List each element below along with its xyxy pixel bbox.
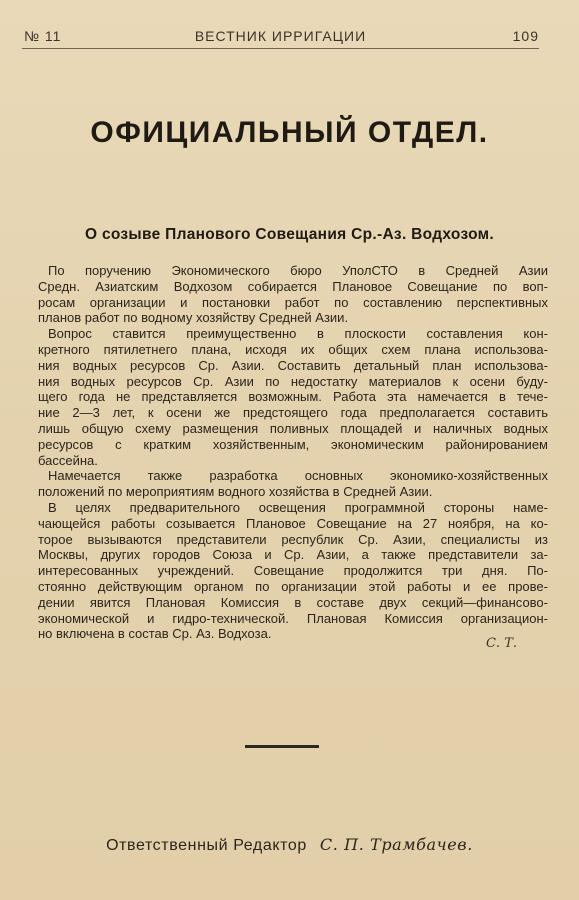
- paragraph: [38, 468, 548, 500]
- text-line: Вопрос ставится преимущественно в плоскости составления кон-: [48, 326, 548, 342]
- text-line: чающейся работы созывается Плановое Совещание на 27 ноября, на ко-: [38, 515, 548, 531]
- text-line: дении явится Плановая Комиссия в составе двух секций—финансово-: [38, 594, 548, 610]
- divider-rule: [245, 745, 319, 748]
- text-line: стоянно действующим органом по организации этой работы и ее прове-: [38, 578, 548, 594]
- issue-number: № 11: [24, 28, 62, 44]
- text-line: Москвы, других городов Союза и Ср. Азии, а также представители за-: [38, 547, 548, 563]
- running-header: [22, 26, 539, 49]
- article-body: [38, 263, 548, 642]
- editor-label: Ответственный Редактор: [106, 837, 307, 854]
- text-line: экономической и гидро-технической. Плановая Комиссия организацион-: [38, 610, 548, 626]
- paragraph: [38, 500, 548, 642]
- section-title: ОФИЦИАЛЬНЫЙ ОТДЕЛ.: [90, 116, 489, 149]
- text-line: торое вызываются представители республик Ср. Азии, специалисты из: [38, 531, 548, 547]
- paragraph: [38, 263, 548, 326]
- text-line: росам организации и постановки работ по составлению перспективных: [38, 294, 548, 310]
- editor-name: С. П. Трамбачев.: [319, 835, 473, 854]
- text-line: В целях предварительного освещения программной стороны наме-: [48, 499, 548, 515]
- text-line: щего года не представляется возможным. Работа эта намечается в тече-: [38, 389, 548, 405]
- text-line: ние 2—3 лет, к осени же предстоящего года предполагается составить: [38, 405, 548, 421]
- paragraph: [38, 326, 548, 468]
- text-line: Намечается также разработка основных экономико-хозяйственных: [48, 468, 548, 484]
- text-line: ния водных ресурсов Ср. Азии. Составить детальный план использова-: [38, 357, 548, 373]
- text-line: положений по мероприятиям водного хозяйства в Средней Азии.: [38, 484, 433, 500]
- text-line: кретного пятилетнего плана, исходя их общих схем плана использова-: [38, 341, 548, 357]
- journal-title: ВЕСТНИК ИРРИГАЦИИ: [194, 28, 367, 44]
- text-line: интересованных учреждений. Совещание продолжится три дня. По-: [38, 563, 548, 579]
- text-line: ресурсов с кратким хозяйственным, экономическим районированием: [38, 436, 548, 452]
- responsible-editor: [0, 835, 579, 855]
- author-signature: С. Т.: [485, 636, 517, 651]
- text-line: но включена в состав Ср. Аз. Водхоза.: [38, 626, 272, 642]
- text-line: бассейна.: [38, 452, 98, 468]
- article-title: О созыве Планового Совещания Ср.-Аз. Водхозом.: [84, 226, 495, 243]
- text-line: По поручению Экономического бюро УполСТО в Средней Азии: [48, 263, 548, 278]
- text-line: ния водных ресурсов Ср. Азии по недостатку материалов к осени буду-: [38, 373, 548, 389]
- text-line: лишь общую схему размещения поливных площадей и наличных водных: [38, 420, 548, 436]
- text-line: Средн. Азиатским Водхозом собирается Плановое Совещание по воп-: [38, 278, 548, 294]
- page-number: 109: [512, 28, 539, 44]
- text-line: планов работ по водному хозяйству Средней Азии.: [38, 310, 349, 326]
